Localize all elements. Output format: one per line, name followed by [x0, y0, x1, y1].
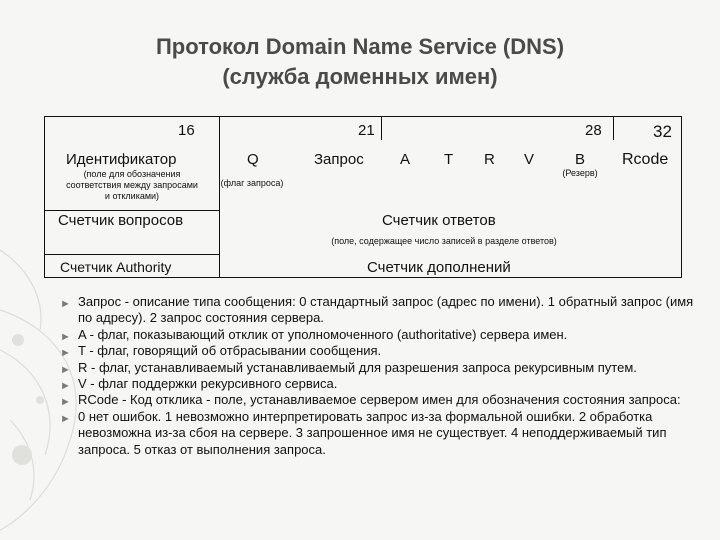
field-descriptions-list [60, 294, 700, 458]
dns-header-table [44, 116, 682, 278]
r-flag-field: R [484, 151, 495, 168]
v-flag-field: V [524, 151, 535, 168]
list-item [60, 376, 700, 392]
list-item [60, 294, 700, 327]
identifier-note [50, 169, 214, 202]
slide-title [0, 32, 720, 92]
title-line-1: Протокол Domain Name Service (DNS) [155, 34, 565, 59]
list-item-text: 0 нет ошибок. 1 невозможно интерпретировать запрос из-за формальной ошибки. 2 обработка невозможна из-за сбоя на сервере. 3 запрошенное имя не существует. 4 неподдерживаемый тип запроса. 5 отказ от выполнения запроса. [78, 408, 667, 457]
bit-16-label: 16 [178, 122, 195, 139]
bullet-arrow-icon: ► [60, 412, 71, 425]
bullet-arrow-icon: ► [60, 298, 71, 310]
answers-counter-note: (поле, содержащее число записей в разделе ответов) [331, 236, 557, 246]
a-flag-field: A [400, 151, 411, 168]
list-item [60, 392, 700, 408]
rcode-field: Rcode [622, 151, 669, 168]
bit-21-label: 21 [358, 122, 375, 139]
list-item-text: T - флаг, говорящий об отбрасывании сообщения. [78, 343, 382, 359]
col-divider-28 [613, 116, 614, 140]
list-item [60, 343, 700, 359]
row-divider-2 [44, 254, 219, 255]
bullet-arrow-icon: ► [60, 363, 71, 376]
list-item [60, 327, 700, 343]
list-item-text: V - флаг поддержки рекурсивного сервиса. [78, 376, 338, 392]
answers-counter-field: Счетчик ответов [382, 212, 496, 229]
identifier-note-line-1: (поле для обозначения [83, 169, 181, 179]
list-item-text: A - флаг, показывающий отклик от уполномоченного (authoritative) сервера имен. [78, 326, 568, 342]
bullet-arrow-icon: ► [60, 396, 71, 409]
additional-counter-field: Счетчик дополнений [367, 259, 511, 276]
identifier-note-line-2: соответствия между запросами [66, 180, 198, 190]
authority-counter-field: Счетчик Authority [60, 259, 172, 275]
identifier-note-line-3: и откликами) [104, 191, 160, 201]
bit-28-label: 28 [585, 122, 602, 139]
list-item-text: Запрос - описание типа сообщения: 0 стандартный запрос (адрес по имени). 1 обратный запрос (имя по адресу). 2 запрос состояния сервера. [78, 294, 694, 326]
list-item [60, 409, 700, 458]
b-reserve-note: (Резерв) [562, 168, 598, 178]
title-line-2: (служба доменных имен) [222, 64, 498, 89]
q-flag-field: Q [247, 151, 259, 168]
bit-32-label: 32 [653, 122, 672, 141]
bullet-arrow-icon: ► [60, 347, 71, 360]
col-divider-16 [219, 116, 220, 278]
request-field: Запрос [314, 151, 364, 168]
bullet-arrow-icon: ► [60, 380, 71, 393]
identifier-field: Идентификатор [66, 151, 177, 168]
row-divider-1 [44, 210, 219, 211]
col-divider-21 [381, 116, 382, 140]
t-flag-field: T [444, 151, 454, 168]
bullet-arrow-icon: ► [60, 330, 71, 343]
q-flag-note: (флаг запроса) [220, 178, 284, 188]
questions-counter-field: Счетчик вопросов [58, 212, 184, 229]
list-item [60, 360, 700, 376]
b-reserve-field: B [575, 151, 586, 168]
list-item-text: RCode - Код отклика - поле, устанавливаемое сервером имен для обозначения состояния запроса: [78, 392, 681, 408]
list-item-text: R - флаг, устанавливаемый устанавливаемый для разрешения запроса рекурсивным путем. [78, 359, 637, 375]
